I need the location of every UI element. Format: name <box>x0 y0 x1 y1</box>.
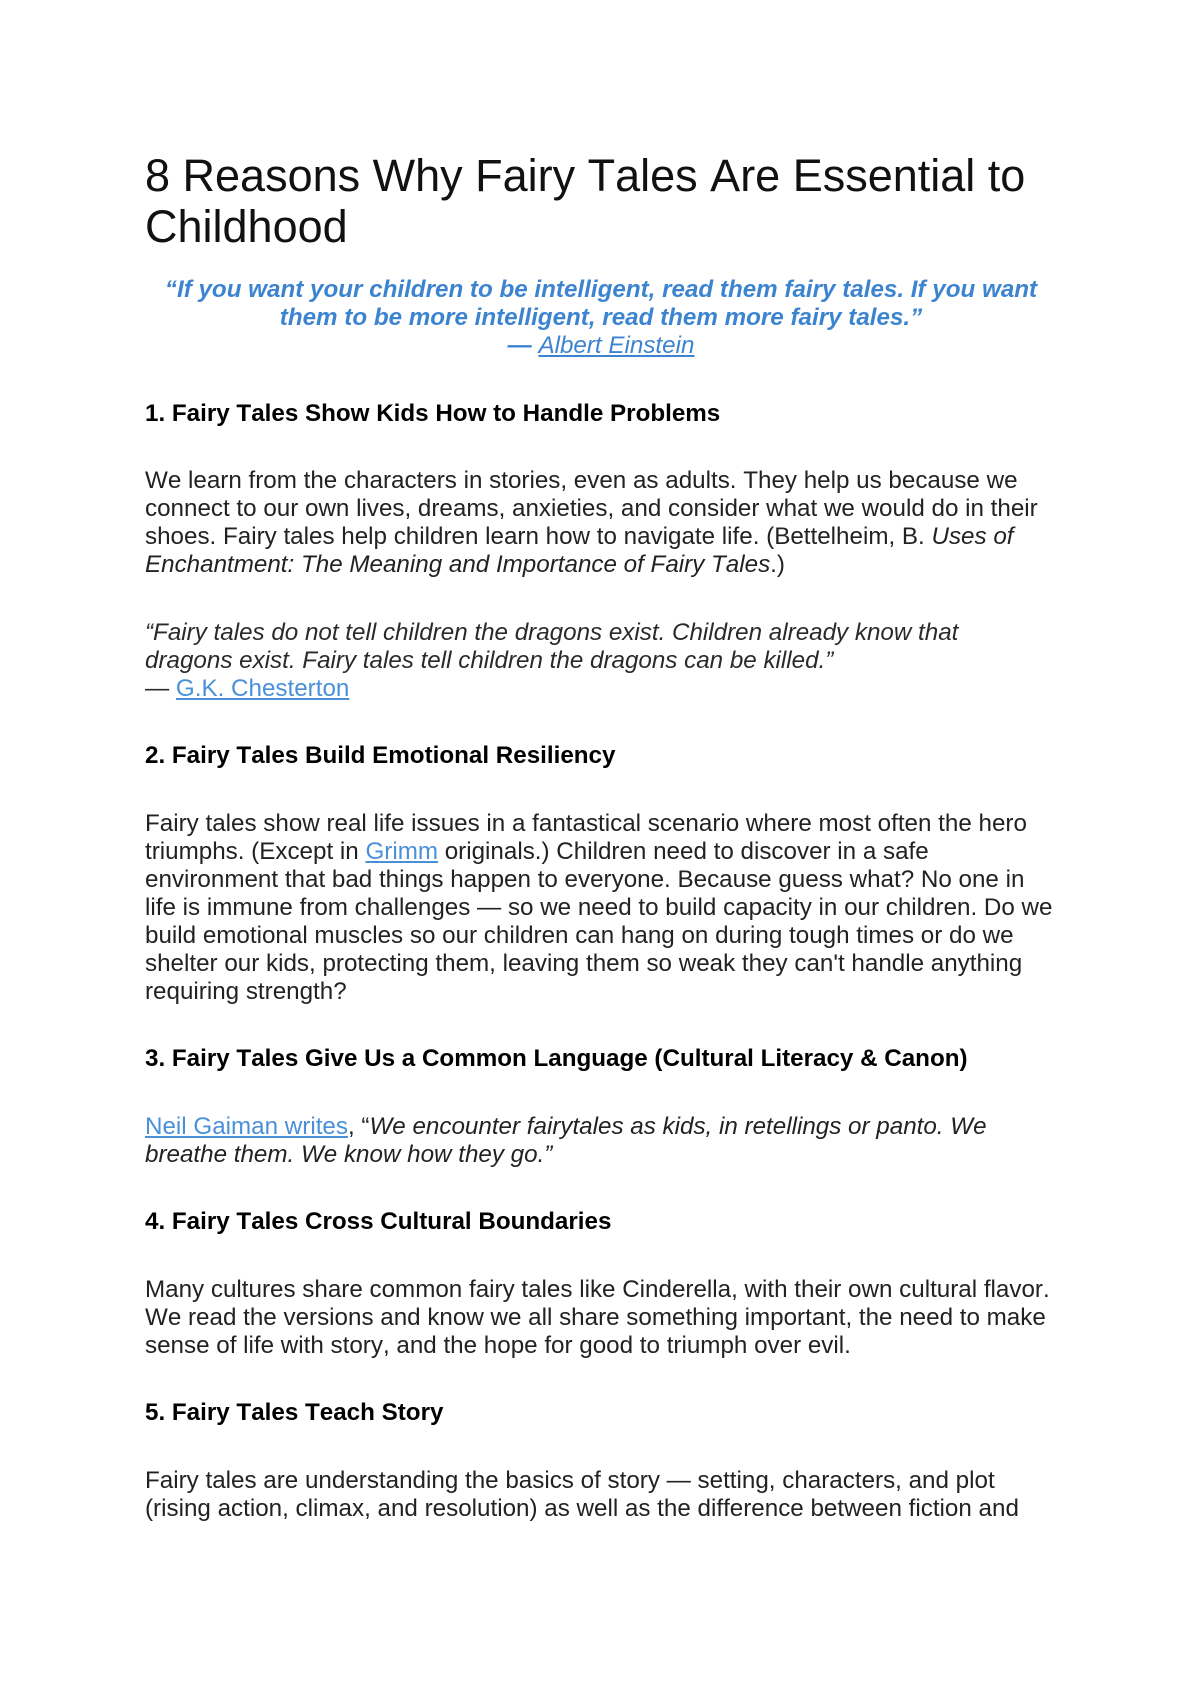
text-run: , “ <box>347 1112 370 1140</box>
gk-chesterton-link[interactable]: G.K. Chesterton <box>175 674 350 702</box>
section-heading: 4. Fairy Tales Cross Cultural Boundaries <box>145 1208 612 1235</box>
neil-gaiman-link[interactable]: Neil Gaiman writes <box>145 1112 348 1140</box>
text-line <box>145 523 1057 551</box>
paragraph <box>145 1113 1057 1169</box>
section-heading: 1. Fairy Tales Show Kids How to Handle Problems <box>145 399 721 427</box>
section-5 <box>145 1399 1057 1523</box>
epigraph-line: them to be more intelligent, read them more fairy tales.” <box>279 304 923 331</box>
text-line <box>145 838 1057 866</box>
text-run: .) <box>770 551 785 578</box>
text-line: sense of life with story, and the hope for good to triumph over evil. <box>145 1331 851 1359</box>
title-line: Childhood <box>145 201 348 252</box>
quote-attribution <box>145 675 1057 703</box>
paragraph <box>145 1276 1057 1360</box>
epigraph-attribution <box>145 332 1057 360</box>
section-4 <box>145 1208 1057 1360</box>
text-line: Many cultures share common fairy tales like Cinderella, with their own cultural flavor. <box>145 1275 1050 1303</box>
attribution-dash: — <box>145 674 170 702</box>
text-line: requiring strength? <box>145 977 347 1005</box>
attribution-dash: — <box>507 332 532 359</box>
title-line: 8 Reasons Why Fairy Tales Are Essential to <box>145 150 1026 201</box>
epigraph-line: “If you want your children to be intelligent, read them fairy tales. If you want <box>164 276 1038 303</box>
chesterton-quote <box>145 619 1057 703</box>
albert-einstein-link[interactable]: Albert Einstein <box>538 332 695 359</box>
section-1 <box>145 400 1057 703</box>
text-run: shoes. Fairy tales help children learn how to navigate life. (Bettelheim, B. <box>145 523 932 550</box>
text-line: build emotional muscles so our children can hang on during tough times or do we <box>145 921 1014 949</box>
text-run: triumphs. (Except in <box>145 837 366 865</box>
text-line: life is immune from challenges — so we need to build capacity in our children. Do we <box>145 893 1053 921</box>
quoted-text-italic: We encounter fairytales as kids, in retellings or panto. We <box>369 1112 987 1140</box>
quote-line: dragons exist. Fairy tales tell children the dragons can be killed.” <box>145 646 834 674</box>
text-line <box>145 1141 1057 1169</box>
text-line: shelter our kids, protecting them, leaving them so weak they can't handle anything <box>145 949 1023 977</box>
section-3 <box>145 1045 1057 1169</box>
paragraph <box>145 810 1057 1006</box>
text-line <box>145 551 1057 579</box>
text-line <box>145 1113 1057 1141</box>
text-line: Fairy tales are understanding the basics of story — setting, characters, and plot <box>145 1466 995 1494</box>
text-line: Fairy tales show real life issues in a fantastical scenario where most often the hero <box>145 809 1027 837</box>
text-line: connect to our own lives, dreams, anxieties, and consider what we would do in their <box>145 495 1038 522</box>
epigraph-quote <box>145 276 1057 360</box>
section-heading: 3. Fairy Tales Give Us a Common Language (Cultural Literacy & Canon) <box>145 1045 968 1072</box>
document-body <box>145 150 1057 1523</box>
section-heading: 5. Fairy Tales Teach Story <box>145 1399 444 1426</box>
text-line: We read the versions and know we all share something important, the need to make <box>145 1303 1046 1331</box>
text-line: (rising action, climax, and resolution) as well as the difference between fiction and <box>145 1494 1019 1522</box>
text-line: We learn from the characters in stories, even as adults. They help us because we <box>145 467 1018 494</box>
text-run: originals.) Children need to discover in a safe <box>438 837 929 865</box>
section-2 <box>145 742 1057 1006</box>
grimm-link[interactable]: Grimm <box>365 837 438 865</box>
paragraph <box>145 467 1057 579</box>
paragraph <box>145 1467 1057 1523</box>
text-line: environment that bad things happen to everyone. Because guess what? No one in <box>145 865 1025 893</box>
book-title-italic: Enchantment: The Meaning and Importance of Fairy Tales <box>145 551 771 578</box>
quote-line: “Fairy tales do not tell children the dragons exist. Children already know that <box>145 618 959 646</box>
section-heading: 2. Fairy Tales Build Emotional Resiliency <box>145 742 616 769</box>
book-title-italic: Uses of <box>931 523 1014 550</box>
quoted-text-italic: breathe them. We know how they go.” <box>145 1140 553 1168</box>
document-title <box>145 150 1057 252</box>
